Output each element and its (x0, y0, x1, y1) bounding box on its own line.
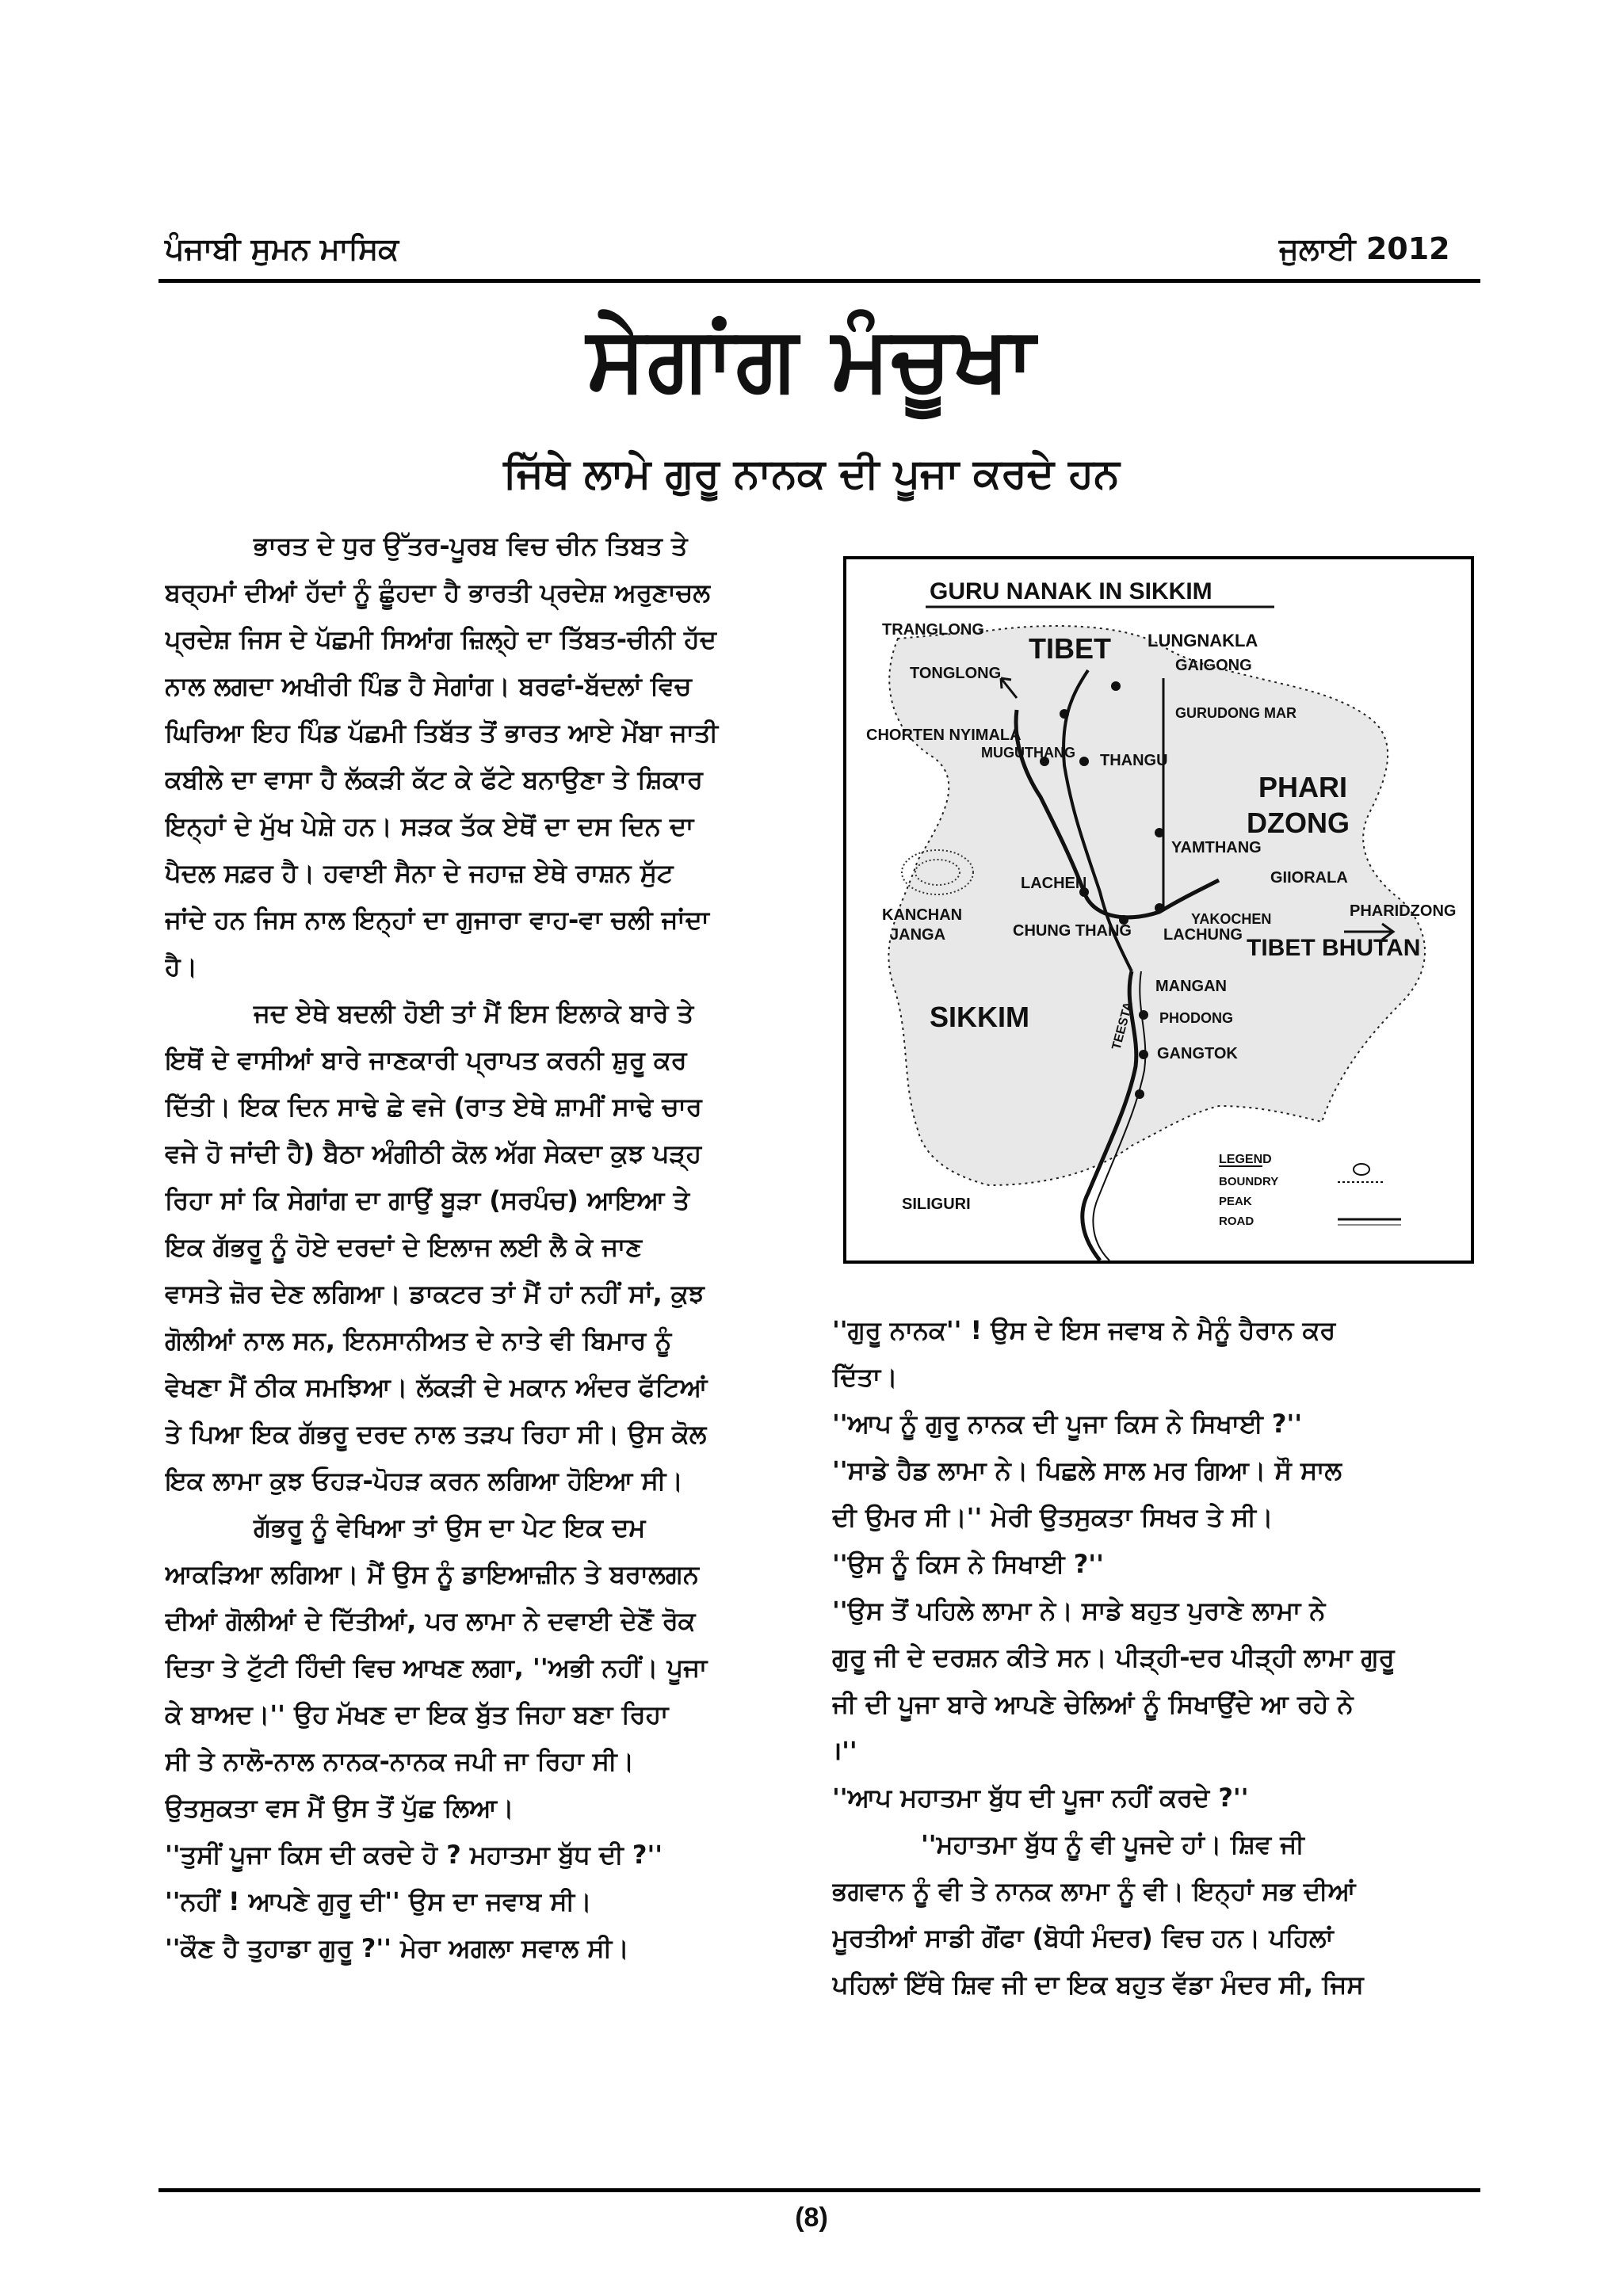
river-label: TEESTA (1109, 1000, 1136, 1052)
text-line: ''ਆਪ ਮਹਾਤਮਾ ਬੁੱਧ ਦੀ ਪੂਜਾ ਨਹੀਂ ਕਰਦੇ ?'' (832, 1783, 1249, 1813)
text-line: ।'' (832, 1736, 857, 1766)
text-line: ਗੱਭਰੂ ਨੂੰ ਵੇਖਿਆ ਤਾਂ ਉਸ ਦਾ ਪੇਟ ਇਕ ਦਮ (254, 1512, 646, 1543)
place-label: CHORTEN NYIMALA (866, 727, 1022, 744)
text-line: ''ਸਾਡੇ ਹੈਡ ਲਾਮਾ ਨੇ। ਪਿਛਲੇ ਸਾਲ ਮਰ ਗਿਆ। ਸੌ ਸਾਲ (832, 1455, 1342, 1486)
place-label: MUGUTHANG (981, 745, 1075, 761)
header-rule (158, 279, 1480, 283)
place-label: GAIGONG (1175, 657, 1252, 674)
footer-rule (158, 2188, 1480, 2192)
legend-item: PEAK (1219, 1195, 1252, 1208)
text-line: ਇਥੋਂ ਦੇ ਵਾਸੀਆਂ ਬਾਰੇ ਜਾਣਕਾਰੀ ਪ੍ਰਾਪਤ ਕਰਨੀ ਸ਼ੁਰੂ ਕਰ (165, 1045, 687, 1075)
text-line: ''ਮਹਾਤਮਾ ਬੁੱਧ ਨੂੰ ਵੀ ਪੂਜਦੇ ਹਾਂ। ਸ਼ਿਵ ਜੀ (921, 1829, 1304, 1859)
text-line: ਉਤਸੁਕਤਾ ਵਸ ਮੈਂ ਉਸ ਤੋਂ ਪੁੱਛ ਲਿਆ। (165, 1793, 514, 1823)
text-line: ''ਕੌਣ ਹੈ ਤੁਹਾਡਾ ਗੁਰੂ ?'' ਮੇਰਾ ਅਗਲਾ ਸਵਾਲ ਸੀ। (165, 1933, 629, 1963)
text-line: ਭਗਵਾਨ ਨੂੰ ਵੀ ਤੇ ਨਾਨਕ ਲਾਮਾ ਨੂੰ ਵੀ। ਇਨ੍ਹਾਂ ਸਭ ਦੀਆਂ (832, 1876, 1356, 1906)
text-line: ਵਾਸਤੇ ਜ਼ੋਰ ਦੇਣ ਲਗਿਆ। ਡਾਕਟਰ ਤਾਂ ਮੈਂ ਹਾਂ ਨਹੀਂ ਸਾਂ, ਕੁਝ (165, 1279, 705, 1309)
place-label: PHODONG (1159, 1010, 1234, 1026)
text-line: ਕਬੀਲੇ ਦਾ ਵਾਸਾ ਹੈ ਲੱਕੜੀ ਕੱਟ ਕੇ ਫੱਟੇ ਬਨਾਉਣਾ ਤੇ ਸ਼ਿਕਾਰ (165, 765, 703, 795)
place-label: GIIORALA (1270, 869, 1348, 887)
place-label: KANCHAN (882, 906, 963, 924)
place-label: PHARIDZONG (1350, 902, 1457, 920)
article-subtitle: ਜਿੱਥੇ ਲਾਮੇ ਗੁਰੂ ਨਾਨਕ ਦੀ ਪੂਜਾ ਕਰਦੇ ਹਨ (503, 450, 1120, 498)
text-line: ਭਾਰਤ ਦੇ ਧੁਰ ਉੱਤਰ-ਪੂਰਬ ਵਿਚ ਚੀਨ ਤਿਬਤ ਤੇ (254, 531, 688, 561)
region-label: DZONG (1247, 807, 1350, 839)
text-line: ਇਕ ਗੱਭਰੂ ਨੂੰ ਹੋਏ ਦਰਦਾਂ ਦੇ ਇਲਾਜ ਲਈ ਲੈ ਕੇ ਜਾਣ (165, 1232, 643, 1262)
region-label: SIKKIM (930, 1001, 1029, 1033)
place-label: GANGTOK (1157, 1045, 1238, 1062)
legend-item: BOUNDRY (1219, 1175, 1279, 1188)
place-label: GURUDONG MAR (1175, 705, 1296, 721)
text-line: ਗੁਰੂ ਜੀ ਦੇ ਦਰਸ਼ਨ ਕੀਤੇ ਸਨ। ਪੀੜ੍ਹੀ-ਦਰ ਪੀੜ੍ਹੀ ਲਾਮਾ ਗੁਰੂ (832, 1642, 1395, 1672)
text-line: ਪ੍ਰਦੇਸ਼ ਜਿਸ ਦੇ ਪੱਛਮੀ ਸਿਆਂਗ ਜ਼ਿਲ੍ਹੇ ਦਾ ਤਿੱਬਤ-ਚੀਨੀ ਹੱਦ (165, 624, 716, 654)
legend-title: LEGEND (1219, 1153, 1272, 1166)
text-line: ਪੈਦਲ ਸਫ਼ਰ ਹੈ। ਹਵਾਈ ਸੈਨਾ ਦੇ ਜਹਾਜ਼ ਏਥੇ ਰਾਸ਼ਨ ਸੁੱਟ (165, 858, 674, 888)
legend-peak-symbol (1354, 1164, 1369, 1175)
text-line: ਕੇ ਬਾਅਦ।'' ਉਹ ਮੱਖਣ ਦਾ ਇਕ ਬੁੱਤ ਜਿਹਾ ਬਣਾ ਰਿਹਾ (165, 1699, 669, 1730)
text-line: ਇਕ ਲਾਮਾ ਕੁਝ ਓਹੜ-ਪੋਹੜ ਕਰਨ ਲਗਿਆ ਹੋਇਆ ਸੀ। (165, 1466, 683, 1496)
text-line: ਦਿੱਤਾ। (832, 1362, 898, 1392)
page-number: (8) (795, 2203, 828, 2233)
place-label: JANGA (890, 926, 946, 944)
place-label: YAKOCHEN (1191, 911, 1272, 927)
text-line: ਦਿਤਾ ਤੇ ਟੁੱਟੀ ਹਿੰਦੀ ਵਿਚ ਆਖਣ ਲਗਾ, ''ਅਭੀ ਨਹੀਂ। ਪੂਜਾ (165, 1653, 708, 1683)
place-label: MANGAN (1155, 978, 1227, 995)
text-line: ਗੋਲੀਆਂ ਨਾਲ ਸਨ, ਇਨਸਾਨੀਅਤ ਦੇ ਨਾਤੇ ਵੀ ਬਿਮਾਰ ਨੂੰ (165, 1325, 672, 1356)
text-line: ''ਤੁਸੀਂ ਪੂਜਾ ਕਿਸ ਦੀ ਕਰਦੇ ਹੋ ? ਮਹਾਤਮਾ ਬੁੱਧ ਦੀ ?'' (165, 1840, 663, 1870)
place-label: LUNGNAKLA (1148, 631, 1258, 650)
text-line: ''ਉਸ ਤੋਂ ਪਹਿਲੇ ਲਾਮਾ ਨੇ। ਸਾਡੇ ਬਹੁਤ ਪੁਰਾਣੇ ਲਾਮਾ ਨੇ (832, 1596, 1326, 1626)
text-line: ਜੀ ਦੀ ਪੂਜਾ ਬਾਰੇ ਆਪਣੇ ਚੇਲਿਆਂ ਨੂੰ ਸਿਖਾਉਂਦੇ ਆ ਰਹੇ ਨੇ (832, 1689, 1354, 1719)
text-line: ਦੀਆਂ ਗੋਲੀਆਂ ਦੇ ਦਿੱਤੀਆਂ, ਪਰ ਲਾਮਾ ਨੇ ਦਵਾਈ ਦੇਣੋਂ ਰੋਕ (165, 1606, 696, 1636)
right-text-column (832, 1307, 1482, 2008)
text-line: ਆਕੜਿਆ ਲਗਿਆ। ਮੈਂ ਉਸ ਨੂੰ ਡਾਇਆਜ਼ੀਨ ਤੇ ਬਰਾਲਗਨ (165, 1559, 699, 1589)
text-line: ਬਰ੍ਹਮਾਂ ਦੀਆਂ ਹੱਦਾਂ ਨੂੰ ਛੂੰਹਦਾ ਹੈ ਭਾਰਤੀ ਪ੍ਰਦੇਸ਼ ਅਰੁਣਾਚਲ (165, 578, 710, 608)
legend-item: ROAD (1219, 1215, 1254, 1228)
magazine-name: ਪੰਜਾਬੀ ਸੁਮਨ ਮਾਸਿਕ (165, 231, 399, 266)
text-line: ਘਿਰਿਆ ਇਹ ਪਿੰਡ ਪੱਛਮੀ ਤਿਬੱਤ ਤੋਂ ਭਾਰਤ ਆਏ ਮੇਂਬਾ ਜਾਤੀ (165, 718, 719, 748)
text-line: ਵਜੇ ਹੋ ਜਾਂਦੀ ਹੈ) ਬੈਠਾ ਅੰਗੀਠੀ ਕੋਲ ਅੱਗ ਸੇਕਦਾ ਕੁਝ ਪੜ੍ਹ (165, 1138, 702, 1169)
place-label: LACHEN (1021, 875, 1087, 892)
place-label: TONGLONG (910, 665, 1002, 682)
text-line: ਪਹਿਲਾਂ ਇੱਥੇ ਸ਼ਿਵ ਜੀ ਦਾ ਇਕ ਬਹੁਤ ਵੱਡਾ ਮੰਦਰ ਸੀ, ਜਿਸ (832, 1970, 1364, 2000)
left-text-column (165, 523, 808, 1972)
text-line: ''ਨਹੀਂ ! ਆਪਣੇ ਗੁਰੂ ਦੀ'' ਉਸ ਦਾ ਜਵਾਬ ਸੀ। (165, 1886, 592, 1917)
region-label: PHARI (1258, 771, 1348, 803)
text-line: ''ਆਪ ਨੂੰ ਗੁਰੂ ਨਾਨਕ ਦੀ ਪੂਜਾ ਕਿਸ ਨੇ ਸਿਖਾਈ ?'' (832, 1409, 1303, 1439)
text-line: ਹੈ। (165, 952, 198, 982)
place-label: THANGU (1100, 752, 1168, 769)
text-line: ਸੀ ਤੇ ਨਾਲੋ-ਨਾਲ ਨਾਨਕ-ਨਾਨਕ ਜਪੀ ਜਾ ਰਿਹਾ ਸੀ। (165, 1746, 635, 1776)
text-line: ਨਾਲ ਲਗਦਾ ਅਖੀਰੀ ਪਿੰਡ ਹੈ ਸੇਗਾਂਗ। ਬਰਫਾਂ-ਬੱਦਲਾਂ ਵਿਚ (165, 671, 692, 701)
place-label: TRANGLONG (882, 621, 984, 639)
text-line: ''ਗੁਰੂ ਨਾਨਕ'' ! ਉਸ ਦੇ ਇਸ ਜਵਾਬ ਨੇ ਮੈਨੂੰ ਹੈਰਾਨ ਕਰ (832, 1315, 1336, 1345)
text-line: ਜਾਂਦੇ ਹਨ ਜਿਸ ਨਾਲ ਇਨ੍ਹਾਂ ਦਾ ਗੁਜਾਰਾ ਵਾਹ-ਵਾ ਚਲੀ ਜਾਂਦਾ (165, 905, 709, 935)
issue-date: ਜੁਲਾਈ 2012 (1279, 231, 1450, 266)
map-title: GURU NANAK IN SIKKIM (930, 578, 1212, 605)
place-label: CHUNG THANG (1013, 922, 1132, 940)
place-label: YAMTHANG (1171, 839, 1262, 856)
sikkim-map-figure (843, 556, 1474, 1264)
text-line: ਦੀ ਉਮਰ ਸੀ।'' ਮੇਰੀ ਉਤਸੁਕਤਾ ਸਿਖਰ ਤੇ ਸੀ। (832, 1502, 1274, 1532)
article-title: ਸੇਗਾਂਗ ਮੰਚੂਖਾ (586, 307, 1037, 410)
text-line: ''ਉਸ ਨੂੰ ਕਿਸ ਨੇ ਸਿਖਾਈ ?'' (832, 1549, 1104, 1579)
place-label: LACHUNG (1163, 926, 1243, 944)
place-label: SILIGURI (902, 1196, 971, 1213)
text-line: ਇਨ੍ਹਾਂ ਦੇ ਮੁੱਖ ਪੇਸ਼ੇ ਹਨ। ਸੜਕ ਤੱਕ ਏਥੋਂ ਦਾ ਦਸ ਦਿਨ ਦਾ (165, 811, 694, 841)
text-line: ਵੇਖਣਾ ਮੈਂ ਠੀਕ ਸਮਝਿਆ। ਲੱਕੜੀ ਦੇ ਮਕਾਨ ਅੰਦਰ ਫੱਟਿਆਂ (165, 1372, 708, 1402)
text-line: ਰਿਹਾ ਸਾਂ ਕਿ ਸੇਗਾਂਗ ਦਾ ਗਾਉਂ ਬੂੜਾ (ਸਰਪੰਚ) ਆਇਆ ਤੇ (165, 1185, 690, 1215)
text-line: ਤੇ ਪਿਆ ਇਕ ਗੱਭਰੂ ਦਰਦ ਨਾਲ ਤੜਪ ਰਿਹਾ ਸੀ। ਉਸ ਕੋਲ (165, 1419, 707, 1449)
text-line: ਮੂਰਤੀਆਂ ਸਾਡੀ ਗੋਂਫਾ (ਬੋਧੀ ਮੰਦਰ) ਵਿਚ ਹਨ। ਪਹਿਲਾਂ (832, 1923, 1334, 1953)
sikkim-map (846, 559, 1471, 1261)
text-line: ਦਿੱਤੀ। ਇਕ ਦਿਨ ਸਾਢੇ ਛੇ ਵਜੇ (ਰਾਤ ਏਥੇ ਸ਼ਾਮੀਂ ਸਾਢੇ ਚਾਰ (165, 1092, 702, 1122)
text-line: ਜਦ ਏਥੇ ਬਦਲੀ ਹੋਈ ਤਾਂ ਮੈਂ ਇਸ ਇਲਾਕੇ ਬਾਰੇ ਤੇ (254, 998, 694, 1028)
region-label: TIBET (1029, 632, 1111, 665)
region-label: TIBET BHUTAN (1247, 935, 1421, 961)
